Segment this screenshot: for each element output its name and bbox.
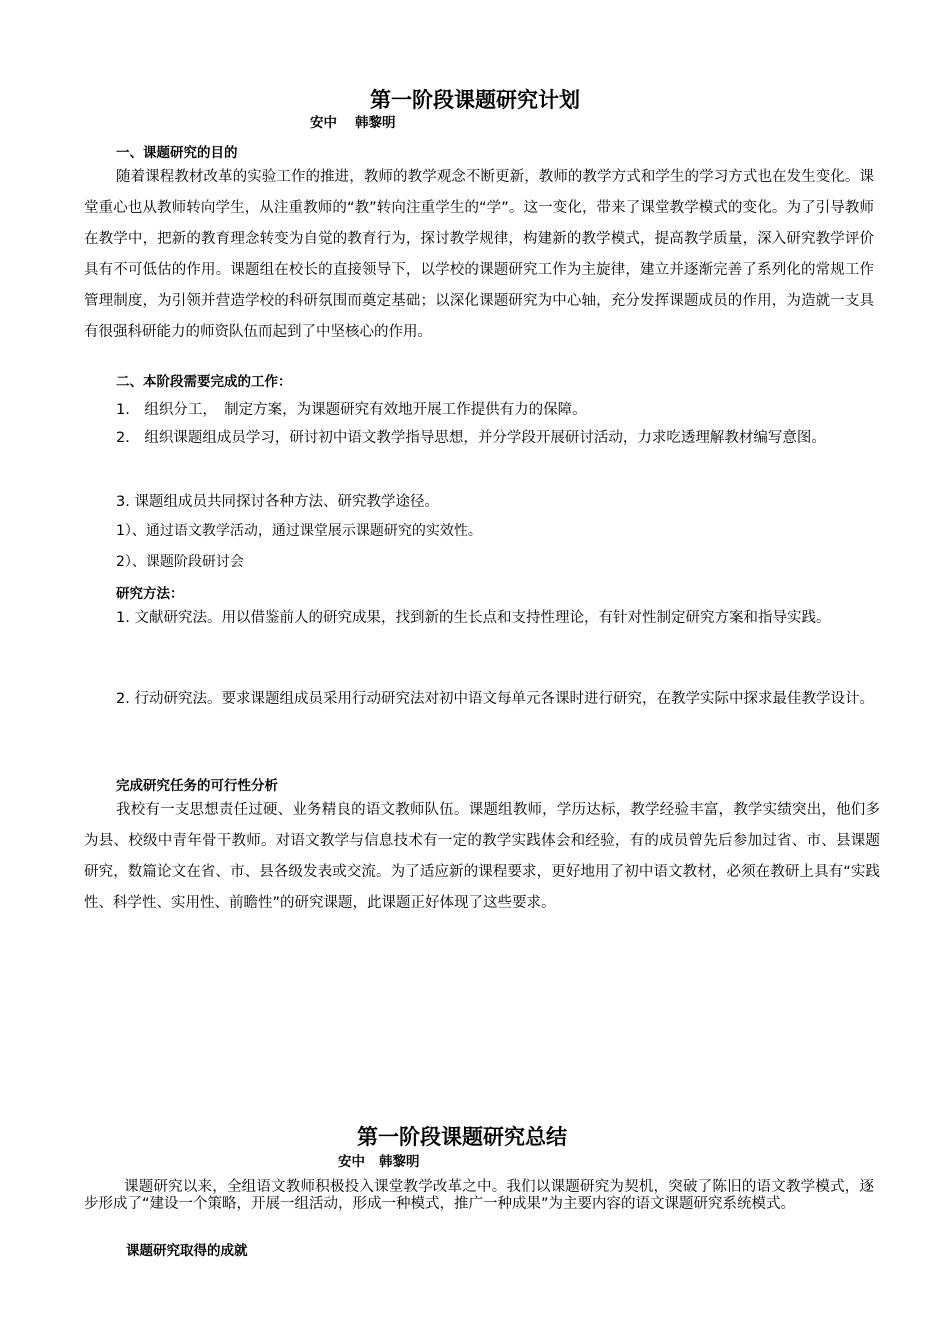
plan-task-item-1: 1. 组织分工， 制定方案，为课题研究有效地开展工作提供有力的保障。	[116, 402, 587, 418]
summary-heading-achievements: 课题研究取得的成就	[126, 1243, 248, 1259]
plan-task-sub-1: 1）、通过语文教学活动，通过课堂展示课题研究的实效性。	[116, 523, 482, 539]
plan-task-sub-2: 2）、课题阶段研讨会	[116, 554, 244, 570]
plan-heading-feasibility: 完成研究任务的可行性分析	[116, 778, 278, 794]
plan-heading-tasks: 二、本阶段需要完成的工作：	[116, 374, 292, 390]
plan-author-school: 安中	[310, 115, 337, 131]
plan-method-2: 2. 行动研究法。要求课题组成员采用行动研究法对初中语文每单元各课时进行研究，在教学实际中探求最佳教学设计。	[116, 691, 874, 707]
summary-title: 第一阶段课题研究总结	[357, 1125, 567, 1149]
plan-heading-purpose: 一、课题研究的目的	[116, 145, 238, 161]
plan-feasibility-paragraph: 我校有一支思想责任过硬、业务精良的语文教师队伍。课题组教师，学历达标，教学经验丰富，教学实绩突出，他们多为县、校级中青年骨干教师。对语文教学与信息技术有一定的教学实践体会和经验，有的成员曾先后参加过省、市、县课题研究，数篇论文在省、市、县各级发表或交流。为了适应新的课程要求，更好地用了初中语文教材，必须在教研上具有“实践性、科学性、实用性、前瞻性”的研究课题，此课题正好体现了这些要求。	[84, 802, 880, 911]
summary-author-school: 安中	[338, 1154, 365, 1170]
plan-author-name: 韩黎明	[355, 115, 396, 131]
plan-purpose-paragraph: 随着课程教材改革的实验工作的推进，教师的教学观念不断更新，教师的教学方式和学生的学习方式也在发生变化。课堂重心也从教师转向学生，从注重教师的“教”转向注重学生的“学”。这一变化，带来了课堂教学模式的变化。为了引导教师在教学中，把新的教育理念转变为自觉的教育行为，探讨教学规律，构建新的教学模式，提高教学质量，深入研究教学评价具有不可低估的作用。课题组在校长的直接领导下，以学校的课题研究工作为主旋律，建立并逐渐完善了系列化的常规工作管理制度，为引领并营造学校的科研氛围而奠定基础；以深化课题研究为中心轴，充分发挥课题成员的作用，为造就一支具有很强科研能力的师资队伍而起到了中坚核心的作用。	[84, 169, 874, 340]
plan-method-1: 1. 文献研究法。用以借鉴前人的研究成果，找到新的生长点和支持性理论，有针对性制定研究方案和指导实践。	[116, 610, 831, 626]
plan-title: 第一阶段课题研究计划	[370, 88, 580, 112]
plan-task-item-2: 2. 组织课题组成员学习，研讨初中语文教学指导思想，并分学段开展研讨活动，力求吃透理解教材编写意图。	[116, 430, 826, 446]
summary-author	[338, 1150, 420, 1170]
plan-task-item-3: 3. 课题组成员共同探讨各种方法、研究教学途径。	[116, 494, 439, 510]
summary-intro-paragraph: 课题研究以来，全组语文教师积极投入课堂教学改革之中。我们以课题研究为契机，突破了陈旧的语文教学模式，逐步形成了“建设一个策略，开展一组活动，形成一种模式，推广一种成果”为主要内容的语文课题研究系统模式。	[84, 1179, 874, 1212]
plan-author	[310, 111, 396, 131]
plan-heading-methods: 研究方法：	[116, 586, 184, 602]
summary-author-name: 韩黎明	[379, 1154, 420, 1170]
